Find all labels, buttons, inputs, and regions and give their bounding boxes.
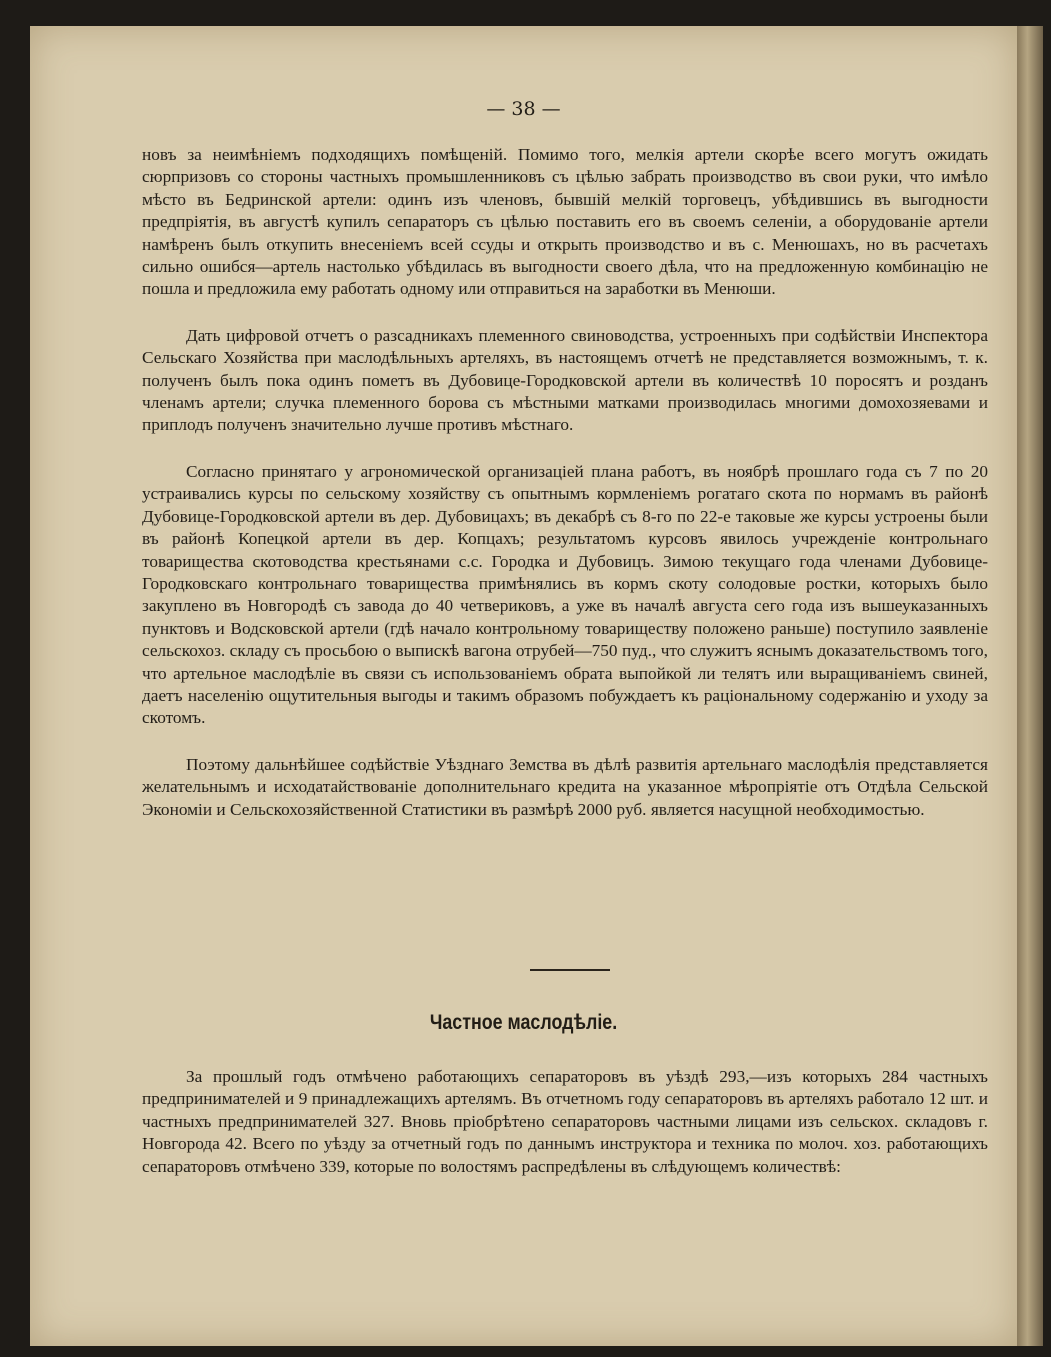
paragraph-courses: Согласно принятаго у агрономической организаціей плана работъ, въ ноябрѣ прошлаго года съ 7 по 20 устраивались курсы по сельскому хозяйству съ опытнымъ кормленіемъ рогатаго скота по нормамъ въ районѣ Дубовице-Городковской артели въ дер. Дубовицахъ; въ декабрѣ съ 8-го по 22-е таковые же курсы устроены были въ районѣ Копецкой артели въ дер. Копцахъ; результатомъ курсовъ явилось учрежденіе контрольнаго товарищества скотоводства крестьянами с.с. Городка и Дубовицъ. Зимою текущаго года членами Дубовице-Городковскаго контрольнаго товарищества примѣнялись въ кормъ скоту солодовые ростки, которыхъ было закуплено въ Новгородѣ съ завода до 40 четвериковъ, а уже въ началѣ августа сего года изъ вышеуказанныхъ пунктовъ и Водсковской артели (гдѣ начало контрольному товариществу положено раньше) поступило заявленіе сельскохоз. складу съ просьбою о выпискѣ вагона отрубей—750 пуд., что служитъ яснымъ доказательствомъ того, что артельное маслодѣліе въ связи съ использованіемъ обрата выпойкой ли телятъ или выращиваніемъ свиней, даетъ населенію ощутительныя выгоды и такимъ образомъ побуждаетъ къ раціональному содержанію и уходу за скотомъ. xyxy=(142,461,988,728)
paragraph-zemstvo-support: Поэтому дальнѣйшее содѣйствіе Уѣзднаго Земства въ дѣлѣ развитія артельнаго маслодѣлія представляется желательнымъ и исходатайствованіе дополнительнаго кредита на указанное мѣропріятіе отъ Отдѣла Сельской Экономіи и Сельскохозяйственной Статистики въ размѣрѣ 2000 руб. является насущной необходимостью. xyxy=(142,754,988,819)
paragraph-continuation: новъ за неимѣніемъ подходящихъ помѣщеній. Помимо того, мелкія артели скорѣе всего могутъ ожидать сюрпризовъ со стороны частныхъ промышленниковъ съ цѣлью забрать производство въ свои руки, что имѣло мѣсто въ Бедринской артели: одинъ изъ членовъ, бывшій мелкій торговецъ, убѣдившись въ выгодности предпріятія, въ августѣ купилъ сепараторъ съ цѣлью поставить его въ своемъ селеніи, а оборудованіе артели намѣренъ былъ откупить внесеніемъ всей ссуды и открыть производство и въ с. Менюшахъ, но въ расчетахъ сильно ошибся—артель настолько убѣдилась въ выгодности своего дѣла, что на предложенную комбинацію не пошла и предложила ему работать одному или отправиться на заработки въ Менюши. xyxy=(142,145,988,299)
section-divider xyxy=(530,969,610,971)
page-number: — 38 — xyxy=(486,98,561,120)
body-text-bottom xyxy=(142,1066,988,1178)
page-edge-shadow xyxy=(1017,26,1043,1346)
body-text-top xyxy=(142,144,988,821)
paragraph-separators: За прошлый годъ отмѣчено работающихъ сепараторовъ въ уѣздѣ 293,—изъ которыхъ 284 частныхъ предпринимателей и 9 принадлежащихъ артелямъ. Въ отчетномъ году сепараторовъ въ артеляхъ работало 12 шт. и частныхъ предпринимателей 327. Вновь пріобрѣтено сепараторовъ частными лицами изъ сельскох. складовъ г. Новгорода 42. Всего по уѣзду за отчетный годъ по даннымъ инструктора и техника по молоч. хоз. работающихъ сепараторовъ отмѣчено 339, которые по волостямъ распредѣлены въ слѣдующемъ количествѣ: xyxy=(142,1067,988,1176)
paragraph-pig-breeding: Дать цифровой отчетъ о разсадникахъ племенного свиноводства, устроенныхъ при содѣйствіи Инспектора Сельскаго Хозяйства при маслодѣльныхъ артеляхъ, въ настоящемъ отчетѣ не представляется возможнымъ, т. к. полученъ былъ пока одинъ пометъ въ Дубовице-Городковской артели въ количествѣ 10 поросятъ и розданъ членамъ артели; случка племенного борова съ мѣстными матками производилась многими домохозяевами и приплодъ полученъ значительно лучше противъ мѣстнаго. xyxy=(142,325,988,435)
section-title: Частное маслодѣліе. xyxy=(429,1011,618,1034)
page-sheet xyxy=(30,26,1017,1346)
